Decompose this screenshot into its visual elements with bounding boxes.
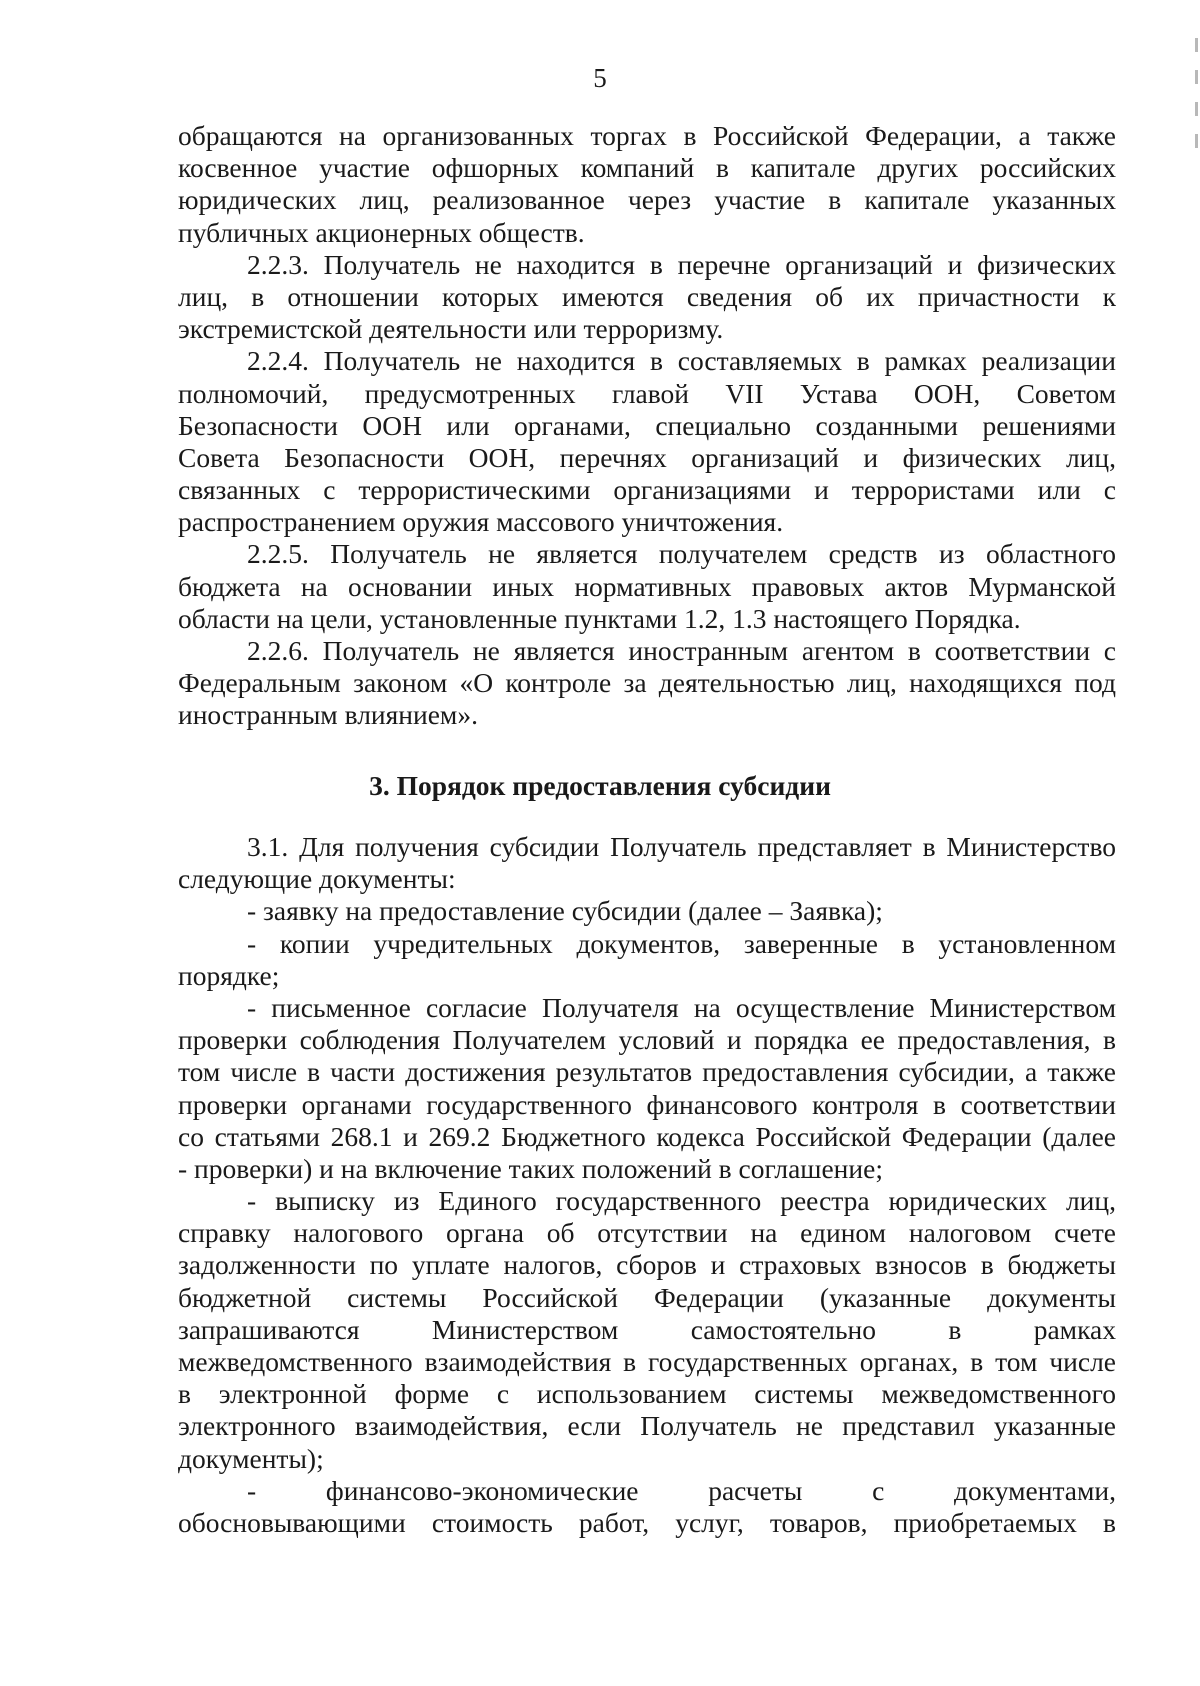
text-line: юридических лиц, реализованное через участие в капитале указанных	[178, 184, 1116, 216]
text-line: проверки соблюдения Получателем условий и порядка ее предоставления, в	[178, 1024, 1116, 1056]
text-line: проверки органами государственного финансового контроля в соответствии	[178, 1088, 1116, 1120]
text-line: распространением оружия массового уничтожения.	[178, 506, 784, 538]
text-line: следующие документы:	[178, 863, 456, 895]
text-line: Безопасности ООН или органами, специально созданными решениями	[178, 409, 1116, 441]
text-line: том числе в части достижения результатов предоставления субсидии, а также	[178, 1056, 1116, 1088]
text-line: 2.2.6. Получатель не является иностранным агентом в соответствии с	[247, 635, 1116, 666]
text-line: Федеральным законом «О контроле за деятельностью лиц, находящихся под	[178, 667, 1116, 699]
text-line: справку налогового органа об отсутствии на едином налоговом счете	[178, 1217, 1116, 1249]
text-line: экстремистской деятельности или терроризму.	[178, 313, 724, 345]
text-line: - проверки) и на включение таких положений в соглашение;	[178, 1152, 883, 1184]
text-line: Совета Безопасности ООН, перечнях организаций и физических лиц,	[178, 441, 1116, 473]
text-line: межведомственного взаимодействия в государственных органах, в том числе	[178, 1346, 1116, 1377]
text-line: бюджета на основании иных нормативных правовых актов Мурманской	[178, 570, 1116, 602]
text-line: - копии учредительных документов, заверенные в установленном	[247, 927, 1116, 959]
text-line: косвенное участие офшорных компаний в капитале других российских	[178, 152, 1116, 184]
text-line: публичных акционерных обществ.	[178, 216, 585, 248]
text-line: иностранным влиянием».	[178, 699, 478, 731]
text-block-section-3	[178, 831, 1116, 1539]
section-heading: 3. Порядок предоставления субсидии	[369, 770, 831, 801]
text-line: 3.1. Для получения субсидии Получатель представляет в Министерство	[247, 831, 1116, 862]
text-line: - финансово-экономические расчеты с документами,	[247, 1474, 1116, 1506]
text-line: - письменное согласие Получателя на осуществление Министерством	[247, 991, 1116, 1023]
text-line: порядке;	[178, 959, 280, 991]
text-line: лиц, в отношении которых имеются сведения об их причастности к	[178, 280, 1116, 312]
text-line: - выписку из Единого государственного реестра юридических лиц,	[247, 1185, 1116, 1217]
text-line: со статьями 268.1 и 269.2 Бюджетного кодекса Российской Федерации (далее	[178, 1120, 1116, 1152]
text-line: в электронной форме с использованием системы межведомственного	[178, 1378, 1116, 1410]
text-line: обосновывающими стоимость работ, услуг, товаров, приобретаемых в	[178, 1506, 1116, 1538]
text-line: - заявку на предоставление субсидии (далее – Заявка);	[247, 895, 883, 927]
text-block-section-2	[178, 120, 1116, 732]
text-line: обращаются на организованных торгах в Российской Федерации, а также	[178, 120, 1116, 151]
text-line: области на цели, установленные пунктами 1.2, 1.3 настоящего Порядка.	[178, 602, 1021, 634]
text-line: 2.2.5. Получатель не является получателем средств из областного	[247, 538, 1116, 570]
scan-margin-marks	[1192, 20, 1200, 220]
page-number: 5	[593, 63, 607, 93]
text-line: 2.2.4. Получатель не находится в составляемых в рамках реализации	[247, 345, 1116, 377]
text-line: полномочий, предусмотренных главой VII Устава ООН, Советом	[178, 377, 1116, 409]
text-line: запрашиваются Министерством самостоятельно в рамках	[178, 1313, 1116, 1345]
text-line: связанных с террористическими организациями и террористами или с	[178, 474, 1116, 506]
text-line: бюджетной системы Российской Федерации (указанные документы	[178, 1281, 1116, 1313]
text-line: 2.2.3. Получатель не находится в перечне организаций и физических	[247, 248, 1116, 280]
text-line: документы);	[178, 1442, 324, 1474]
text-line: электронного взаимодействия, если Получатель не представил указанные	[178, 1410, 1116, 1442]
text-line: задолженности по уплате налогов, сборов и страховых взносов в бюджеты	[178, 1249, 1116, 1281]
